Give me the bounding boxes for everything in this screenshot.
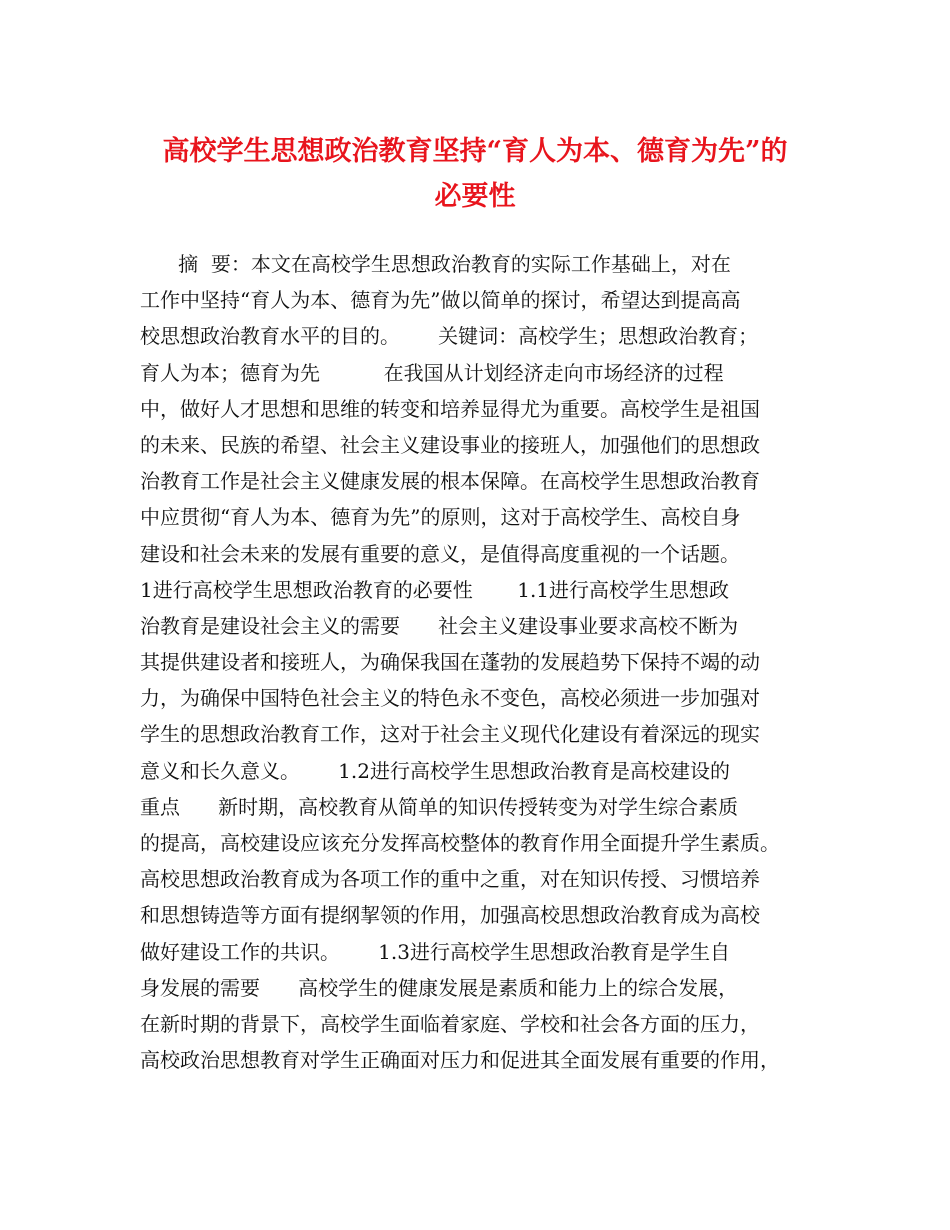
body-line: 中，做好人才思想和思维的转变和培养显得尤为重要。高校学生是祖国 [140,396,760,421]
body-line: 其提供建设者和接班人，为确保我国在蓬勃的发展趋势下保持不竭的动 [140,650,760,675]
body-line: 建设和社会未来的发展有重要的意义，是值得高度重视的一个话题。 [140,541,740,566]
body-line: 意义和长久意义。 1.2进行高校学生思想政治教育是高校建设的 [140,758,730,783]
body-line: 治教育工作是社会主义健康发展的根本保障。在高校学生思想政治教育 [140,469,760,494]
body-line: 重点 新时期，高校教育从简单的知识传授转变为对学生综合素质 [140,794,739,819]
document-body [140,246,820,1078]
document-title-line-2: 必要性 [434,181,516,212]
body-line: 的未来、民族的希望、社会主义建设事业的接班人，加强他们的思想政 [140,432,760,457]
document-title-line-1: 高校学生思想政治教育坚持“育人为本、德育为先”的 [162,136,788,167]
body-line: 育人为本；德育为先 在我国从计划经济走向市场经济的过程 [140,360,724,385]
body-line: 治教育是建设社会主义的需要 社会主义建设事业要求高校不断为 [140,613,739,638]
body-line: 在新时期的背景下，高校学生面临着家庭、学校和社会各方面的压力， [140,1011,760,1036]
body-line: 中应贯彻“育人为本、德育为先”的原则，这对于高校学生、高校自身 [140,505,741,530]
body-line: 的提高，高校建设应该充分发挥高校整体的教育作用全面提升学生素质。 [140,831,780,855]
body-line: 身发展的需要 高校学生的健康发展是素质和能力上的综合发展， [140,975,739,1000]
body-line: 力，为确保中国特色社会主义的特色永不变色，高校必须进一步加强对 [140,686,760,711]
body-line: 摘 要：本文在高校学生思想政治教育的实际工作基础上，对在 [140,252,731,276]
body-line: 做好建设工作的共识。 1.3进行高校学生思想政治教育是学生自 [140,939,730,964]
body-line: 校思想政治教育水平的目的。 关键词：高校学生；思想政治教育； [140,324,759,349]
body-line: 和思想铸造等方面有提纲挈领的作用，加强高校思想政治教育成为高校 [140,903,760,928]
body-line: 工作中坚持“育人为本、德育为先”做以简单的探讨，希望达到提高高 [140,288,741,313]
body-line: 高校政治思想教育对学生正确面对压力和促进其全面发展有重要的作用， [140,1048,780,1073]
body-line: 学生的思想政治教育工作，这对于社会主义现代化建设有着深远的现实 [140,722,760,747]
body-line: 高校思想政治教育成为各项工作的重中之重，对在知识传授、习惯培养 [140,867,760,892]
body-line: 1进行高校学生思想政治教育的必要性 1.1进行高校学生思想政 [140,577,730,602]
